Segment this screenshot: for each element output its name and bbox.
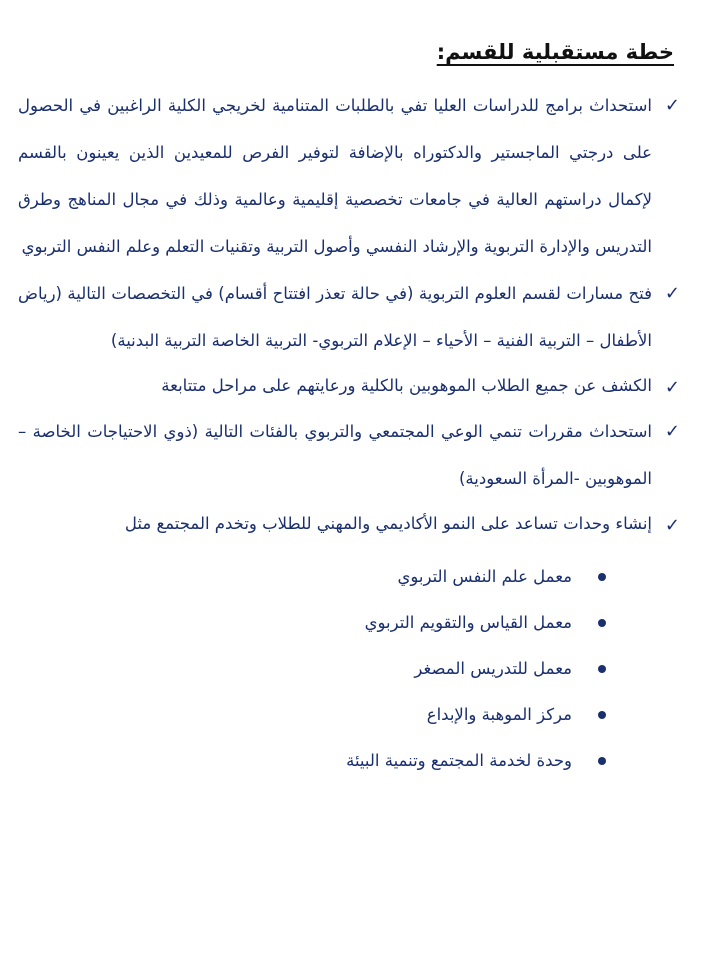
bullet-item	[18, 600, 612, 646]
check-mark-icon: ✓	[664, 283, 680, 304]
check-item-postgraduate-programs	[18, 82, 682, 270]
check-item-gifted-students	[18, 364, 682, 408]
check-mark-icon: ✓	[664, 515, 680, 536]
bullet-item	[18, 692, 612, 738]
check-item-text: استحداث مقررات تنمي الوعي المجتمعي والتربوي بالفئات التالية (ذوي الاحتياجات الخاصة – الموهوبين -المرأة السعودية)	[18, 422, 652, 488]
check-mark-icon: ✓	[664, 421, 680, 442]
bullet-item-text: معمل علم النفس التربوي	[397, 567, 572, 586]
round-bullet-icon	[598, 619, 606, 627]
bullet-item-text: مركز الموهبة والإبداع	[426, 705, 572, 724]
units-bullet-list	[18, 554, 682, 784]
bullet-item	[18, 738, 612, 784]
check-mark-icon: ✓	[664, 377, 680, 398]
check-item-units	[18, 502, 682, 546]
check-item-text: استحداث برامج للدراسات العليا تفي بالطلبات المتنامية لخريجي الكلية الراغبين في الحصول على درجتي الماجستير والدكتوراه بالإضافة لتوفير الفرص للمعيدين الذين يعينون بالقسم لإكمال دراستهم العالية في جامعات تخصصية إقليمية وعالمية وذلك في مجال المناهج وطرق التدريس والإدارة التربوية والإرشاد النفسي وأصول التربية وتقنيات التعلم وعلم النفس التربوي	[18, 96, 652, 256]
bullet-item	[18, 646, 612, 692]
bullet-item-text: معمل للتدريس المصغر	[414, 659, 572, 678]
round-bullet-icon	[598, 665, 606, 673]
check-item-new-courses	[18, 408, 682, 502]
plan-check-list	[18, 82, 682, 546]
check-item-text: إنشاء وحدات تساعد على النمو الأكاديمي والمهني للطلاب وتخدم المجتمع مثل	[124, 514, 652, 533]
bullet-item	[18, 554, 612, 600]
bullet-item-text: وحدة لخدمة المجتمع وتنمية البيئة	[346, 751, 572, 770]
check-item-text: فتح مسارات لقسم العلوم التربوية (في حالة تعذر افتتاح أقسام) في التخصصات التالية (رياض الأطفال – التربية الفنية – الأحياء – الإعلام التربوي- التربية الخاصة التربية البدنية)	[18, 284, 652, 350]
page-title: خطة مستقبلية للقسم:	[436, 40, 674, 64]
check-item-tracks	[18, 270, 682, 364]
round-bullet-icon	[598, 573, 606, 581]
round-bullet-icon	[598, 757, 606, 765]
bullet-item-text: معمل القياس والتقويم التربوي	[364, 613, 572, 632]
check-item-text: الكشف عن جميع الطلاب الموهوبين بالكلية ورعايتهم على مراحل متتابعة	[161, 376, 652, 395]
check-mark-icon: ✓	[664, 95, 680, 116]
round-bullet-icon	[598, 711, 606, 719]
